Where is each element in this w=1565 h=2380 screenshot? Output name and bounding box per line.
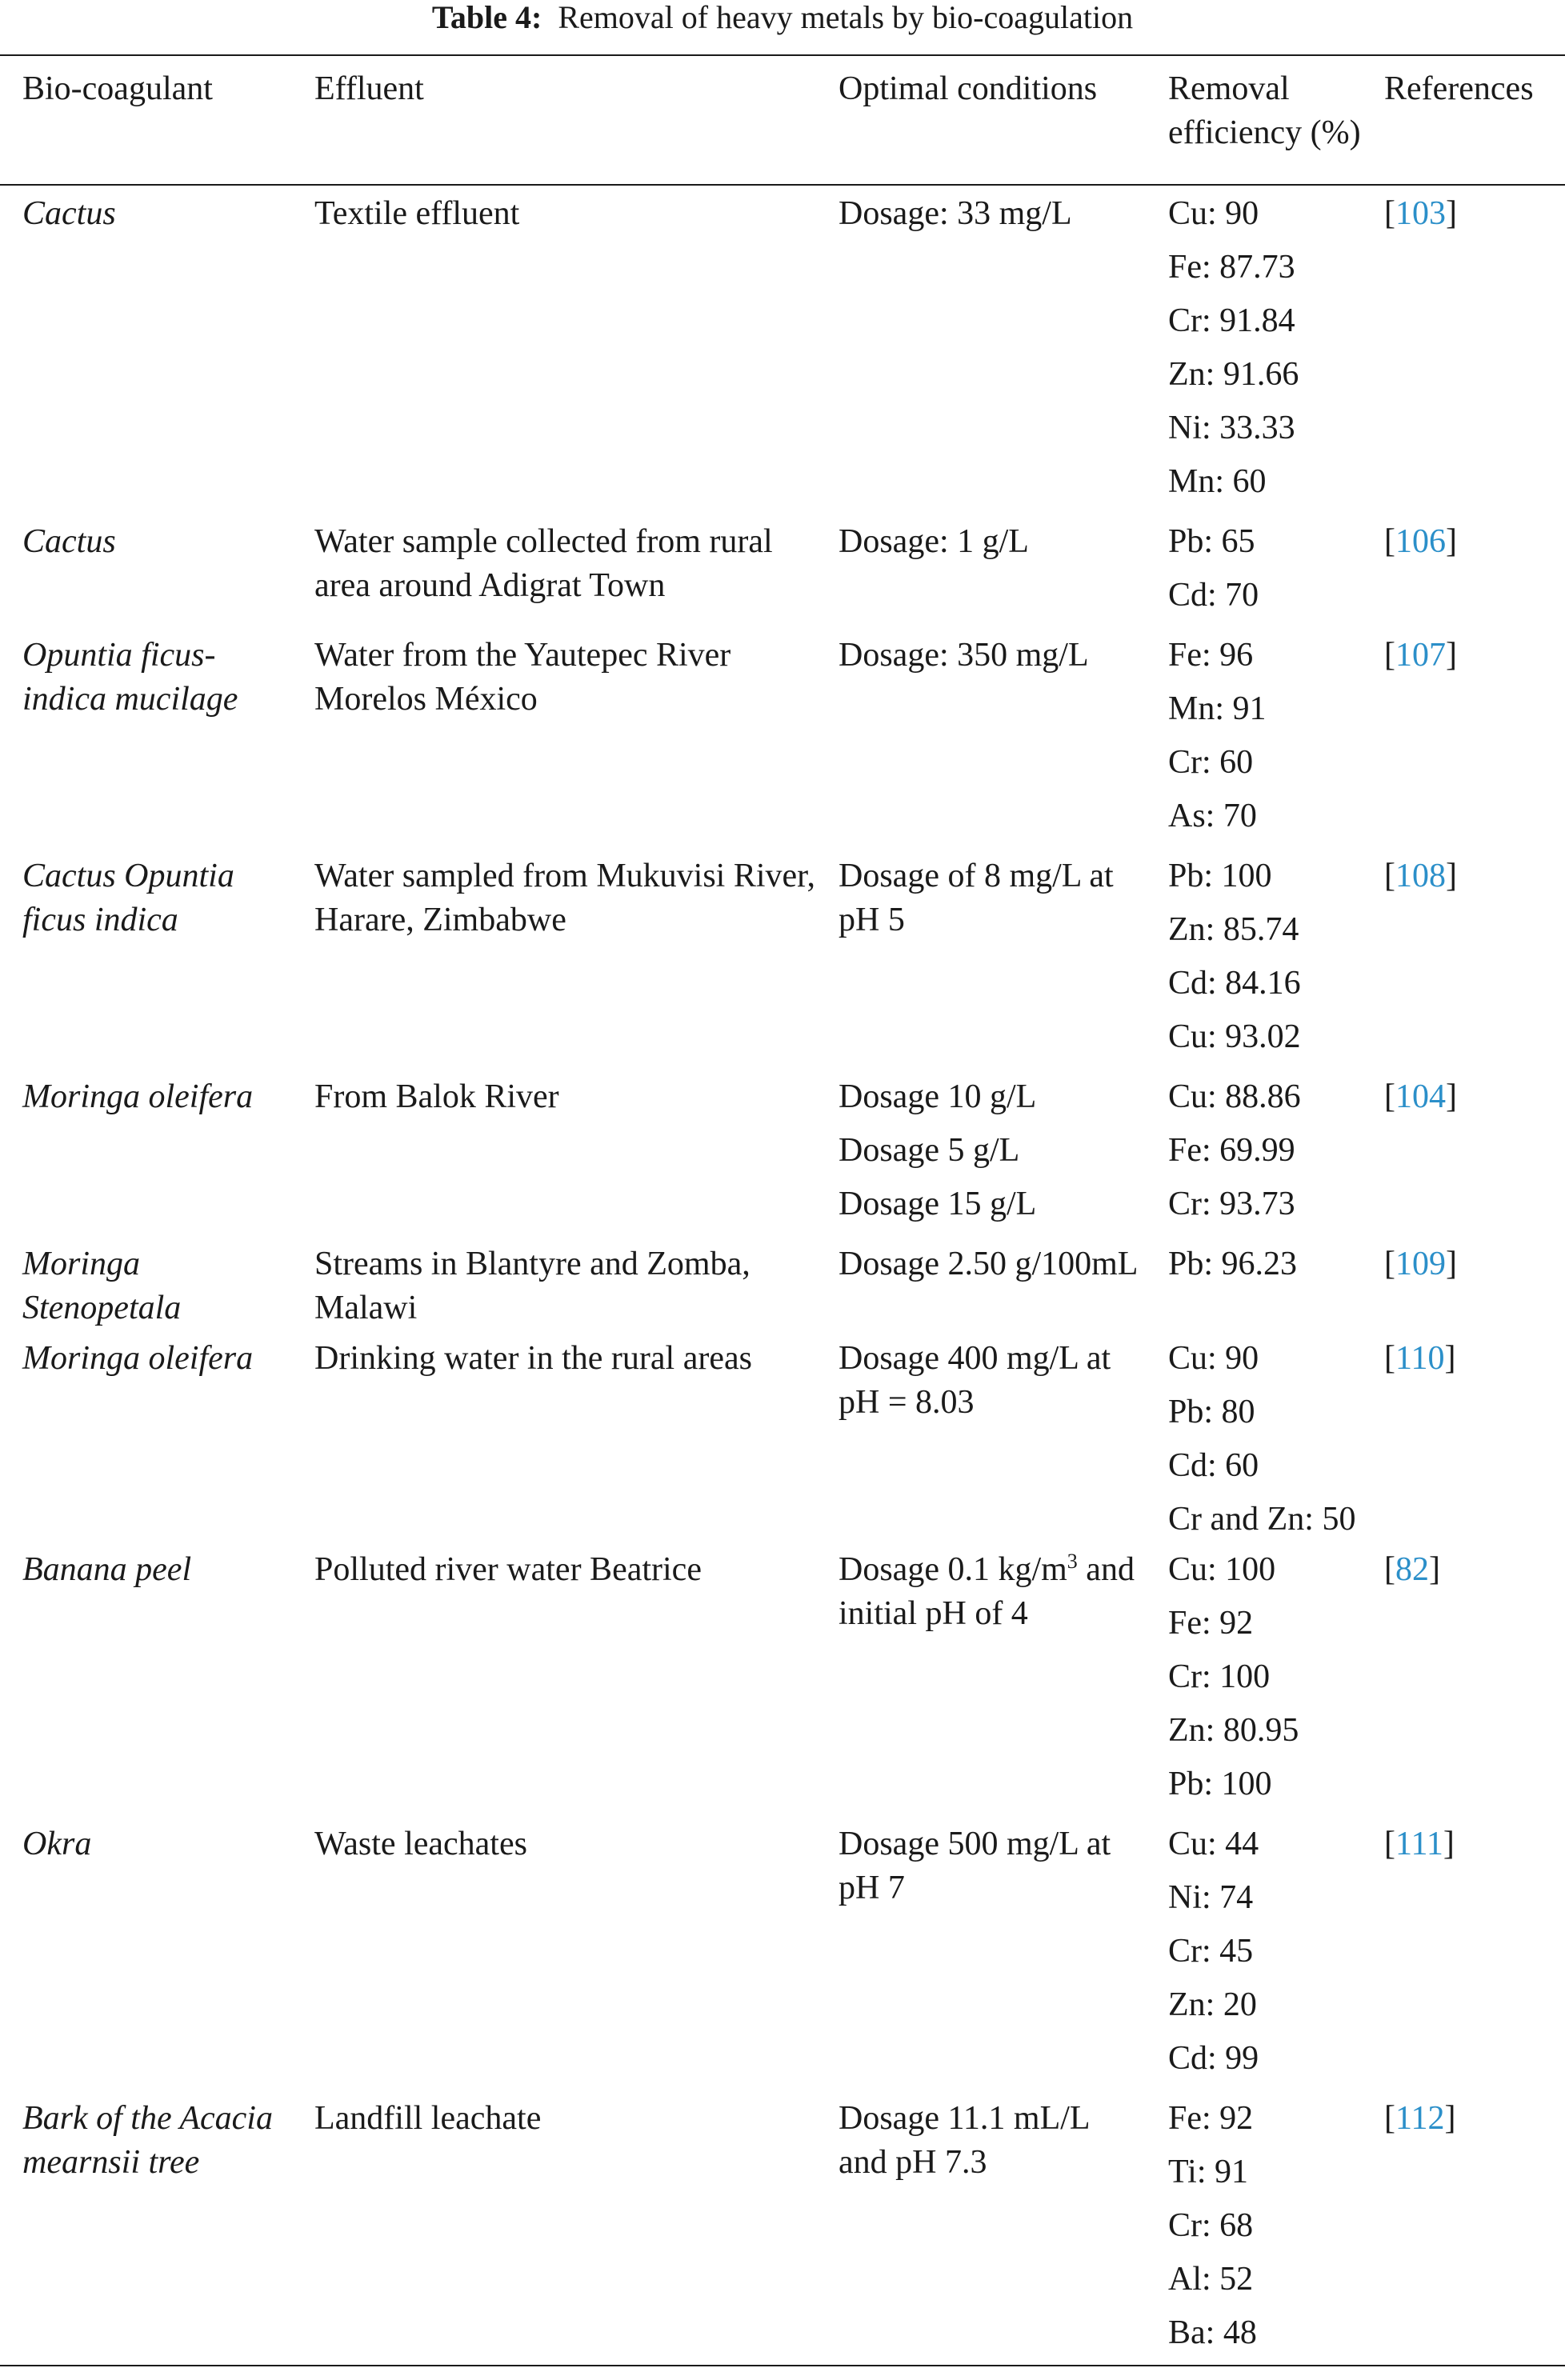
removal-value: Fe: 92 bbox=[1168, 2100, 1254, 2137]
bio-coagulant-cell: Bark of the Acacia mearnsii tree bbox=[22, 2100, 273, 2181]
removal-cell bbox=[1146, 514, 1362, 627]
effluent-cell: Water sample collected from rural area around Adigrat Town bbox=[314, 523, 773, 604]
reference-cell: [110] bbox=[1384, 1340, 1456, 1377]
removal-cell bbox=[1146, 2090, 1362, 2366]
table-row bbox=[0, 514, 1565, 627]
condition-line: Dosage: 1 g/L bbox=[839, 523, 1029, 560]
table-row bbox=[0, 627, 1565, 848]
reference-cell: [111] bbox=[1384, 1826, 1455, 1862]
conditions-cell bbox=[816, 2090, 1146, 2366]
removal-value: Cd: 84.16 bbox=[1168, 965, 1301, 1002]
condition-line: Dosage 10 g/L bbox=[839, 1078, 1037, 1115]
conditions-cell bbox=[816, 627, 1146, 848]
removal-cell bbox=[1146, 848, 1362, 1069]
effluent-cell: Textile effluent bbox=[314, 195, 520, 232]
header-effluent: Effluent bbox=[314, 70, 424, 107]
removal-value: Cr: 60 bbox=[1168, 744, 1254, 781]
condition-line: Dosage 11.1 mL/L and pH 7.3 bbox=[839, 2100, 1089, 2181]
table-row bbox=[0, 2090, 1565, 2366]
table-row bbox=[0, 1236, 1565, 1330]
removal-value: Cr: 100 bbox=[1168, 1658, 1271, 1695]
removal-value: Zn: 80.95 bbox=[1168, 1712, 1299, 1749]
removal-cell bbox=[1146, 1542, 1362, 1816]
removal-value: Cu: 93.02 bbox=[1168, 1018, 1301, 1055]
table-caption-label: Table 4: bbox=[431, 0, 542, 35]
removal-cell bbox=[1146, 1069, 1362, 1236]
condition-line: Dosage: 33 mg/L bbox=[839, 195, 1072, 232]
conditions-cell bbox=[816, 848, 1146, 1069]
table-header-row bbox=[0, 55, 1565, 185]
conditions-cell bbox=[816, 1330, 1146, 1542]
removal-cell bbox=[1146, 1236, 1362, 1330]
effluent-cell: Drinking water in the rural areas bbox=[314, 1340, 752, 1377]
bio-coagulant-cell: Okra bbox=[22, 1826, 92, 1862]
condition-line: Dosage 15 g/L bbox=[839, 1186, 1037, 1222]
effluent-cell: Landfill leachate bbox=[314, 2100, 542, 2137]
reference-link[interactable]: 112 bbox=[1395, 2100, 1445, 2137]
bio-coagulant-cell: Moringa oleifera bbox=[22, 1078, 254, 1115]
removal-value: Cu: 88.86 bbox=[1168, 1078, 1301, 1115]
bio-coagulant-cell: Cactus Opuntia ficus indica bbox=[22, 858, 234, 938]
table-caption-text: Removal of heavy metals by bio-coagulation bbox=[558, 0, 1134, 35]
effluent-cell: Water sampled from Mukuvisi River, Harare, Zimbabwe bbox=[314, 858, 815, 938]
header-references: References bbox=[1384, 70, 1534, 107]
table-row bbox=[0, 1816, 1565, 2090]
removal-cell bbox=[1146, 627, 1362, 848]
condition-line bbox=[839, 1548, 1146, 1636]
removal-value: Zn: 91.66 bbox=[1168, 356, 1299, 393]
conditions-cell bbox=[816, 185, 1146, 514]
effluent-cell: Polluted river water Beatrice bbox=[314, 1551, 702, 1588]
reference-link[interactable]: 110 bbox=[1395, 1340, 1445, 1377]
header-bio-coagulant: Bio-coagulant bbox=[22, 70, 213, 107]
removal-value: Fe: 96 bbox=[1168, 637, 1254, 674]
removal-value: Pb: 96.23 bbox=[1168, 1246, 1298, 1282]
bio-coagulant-cell: Moringa Stenopetala bbox=[22, 1246, 182, 1326]
condition-line: Dosage: 350 mg/L bbox=[839, 637, 1089, 674]
reference-cell: [82] bbox=[1384, 1551, 1440, 1588]
removal-cell bbox=[1146, 185, 1362, 514]
removal-value: Fe: 87.73 bbox=[1168, 249, 1295, 286]
conditions-cell bbox=[816, 514, 1146, 627]
bio-coagulant-cell: Opuntia ficus-indica mucilage bbox=[22, 637, 238, 718]
bio-coagulant-cell: Cactus bbox=[22, 195, 116, 232]
reference-cell: [106] bbox=[1384, 523, 1457, 560]
removal-value: Cu: 100 bbox=[1168, 1551, 1276, 1588]
table-row bbox=[0, 1069, 1565, 1236]
removal-value: Cu: 90 bbox=[1168, 195, 1259, 232]
effluent-cell: From Balok River bbox=[314, 1078, 559, 1115]
effluent-cell: Streams in Blantyre and Zomba, Malawi bbox=[314, 1246, 750, 1326]
conditions-cell bbox=[816, 1069, 1146, 1236]
condition-line: Dosage of 8 mg/L at pH 5 bbox=[839, 858, 1114, 938]
reference-link[interactable]: 111 bbox=[1395, 1826, 1443, 1862]
heavy-metal-removal-table bbox=[0, 54, 1565, 2366]
reference-cell: [112] bbox=[1384, 2100, 1456, 2137]
table-row bbox=[0, 185, 1565, 514]
header-optimal-conditions: Optimal conditions bbox=[839, 70, 1098, 107]
reference-link[interactable]: 106 bbox=[1395, 523, 1446, 560]
removal-value: Mn: 60 bbox=[1168, 463, 1267, 500]
reference-cell: [108] bbox=[1384, 858, 1457, 894]
removal-cell bbox=[1146, 1816, 1362, 2090]
removal-value: Fe: 69.99 bbox=[1168, 1132, 1295, 1169]
table-row bbox=[0, 1542, 1565, 1816]
table-caption bbox=[0, 0, 1565, 35]
removal-value: Cd: 99 bbox=[1168, 2040, 1259, 2077]
bio-coagulant-cell: Banana peel bbox=[22, 1551, 192, 1588]
reference-link[interactable]: 109 bbox=[1395, 1246, 1446, 1282]
removal-value: Pb: 100 bbox=[1168, 858, 1272, 894]
condition-line: Dosage 5 g/L bbox=[839, 1132, 1020, 1169]
removal-value: Fe: 92 bbox=[1168, 1605, 1254, 1642]
table-row bbox=[0, 848, 1565, 1069]
reference-link[interactable]: 108 bbox=[1395, 858, 1446, 894]
condition-text: and initial pH of 4 bbox=[839, 1551, 1135, 1632]
removal-value: Cu: 44 bbox=[1168, 1826, 1259, 1862]
removal-value: Cd: 60 bbox=[1168, 1447, 1259, 1484]
removal-value: Cr: 93.73 bbox=[1168, 1186, 1295, 1222]
removal-value: Ba: 48 bbox=[1168, 2314, 1257, 2351]
conditions-cell bbox=[816, 1542, 1146, 1816]
removal-value: Pb: 65 bbox=[1168, 523, 1255, 560]
table-row bbox=[0, 1330, 1565, 1542]
reference-cell: [107] bbox=[1384, 637, 1457, 674]
bio-coagulant-cell: Moringa oleifera bbox=[22, 1340, 254, 1377]
removal-value: Cr: 91.84 bbox=[1168, 302, 1295, 339]
effluent-cell: Waste leachates bbox=[314, 1826, 527, 1862]
condition-line: Dosage 500 mg/L at pH 7 bbox=[839, 1826, 1111, 1906]
removal-value: Zn: 85.74 bbox=[1168, 911, 1299, 948]
condition-line: Dosage 400 mg/L at pH = 8.03 bbox=[839, 1340, 1111, 1421]
removal-cell bbox=[1146, 1330, 1362, 1542]
reference-link[interactable]: 107 bbox=[1395, 637, 1446, 674]
removal-value: Al: 52 bbox=[1168, 2261, 1254, 2298]
removal-value: Cd: 70 bbox=[1168, 577, 1259, 614]
removal-value: Cu: 90 bbox=[1168, 1340, 1259, 1377]
reference-cell: [103] bbox=[1384, 195, 1457, 232]
removal-value: As: 70 bbox=[1168, 798, 1257, 834]
conditions-cell bbox=[816, 1236, 1146, 1330]
removal-value: Mn: 91 bbox=[1168, 690, 1267, 727]
reference-cell: [104] bbox=[1384, 1078, 1457, 1115]
removal-value: Ti: 91 bbox=[1168, 2154, 1249, 2190]
effluent-cell: Water from the Yautepec River Morelos México bbox=[314, 637, 731, 718]
bio-coagulant-cell: Cactus bbox=[22, 523, 116, 560]
removal-value: Pb: 80 bbox=[1168, 1394, 1255, 1430]
removal-value: Ni: 33.33 bbox=[1168, 410, 1295, 446]
removal-value: Cr: 68 bbox=[1168, 2207, 1254, 2244]
condition-text: Dosage 0.1 kg/m bbox=[839, 1551, 1067, 1588]
reference-cell: [109] bbox=[1384, 1246, 1457, 1282]
superscript-exponent: 3 bbox=[1067, 1550, 1078, 1573]
header-removal-efficiency: Removal efficiency (%) bbox=[1168, 70, 1361, 151]
conditions-cell bbox=[816, 1816, 1146, 2090]
reference-link[interactable]: 104 bbox=[1395, 1078, 1446, 1115]
removal-value: Cr: 45 bbox=[1168, 1933, 1254, 1970]
reference-link[interactable]: 82 bbox=[1395, 1551, 1429, 1588]
removal-value: Zn: 20 bbox=[1168, 1986, 1257, 2023]
removal-value: Ni: 74 bbox=[1168, 1879, 1254, 1916]
removal-value: Cr and Zn: 50 bbox=[1168, 1501, 1356, 1538]
condition-line: Dosage 2.50 g/100mL bbox=[839, 1246, 1139, 1282]
reference-link[interactable]: 103 bbox=[1395, 195, 1446, 232]
removal-value: Pb: 100 bbox=[1168, 1766, 1272, 1802]
